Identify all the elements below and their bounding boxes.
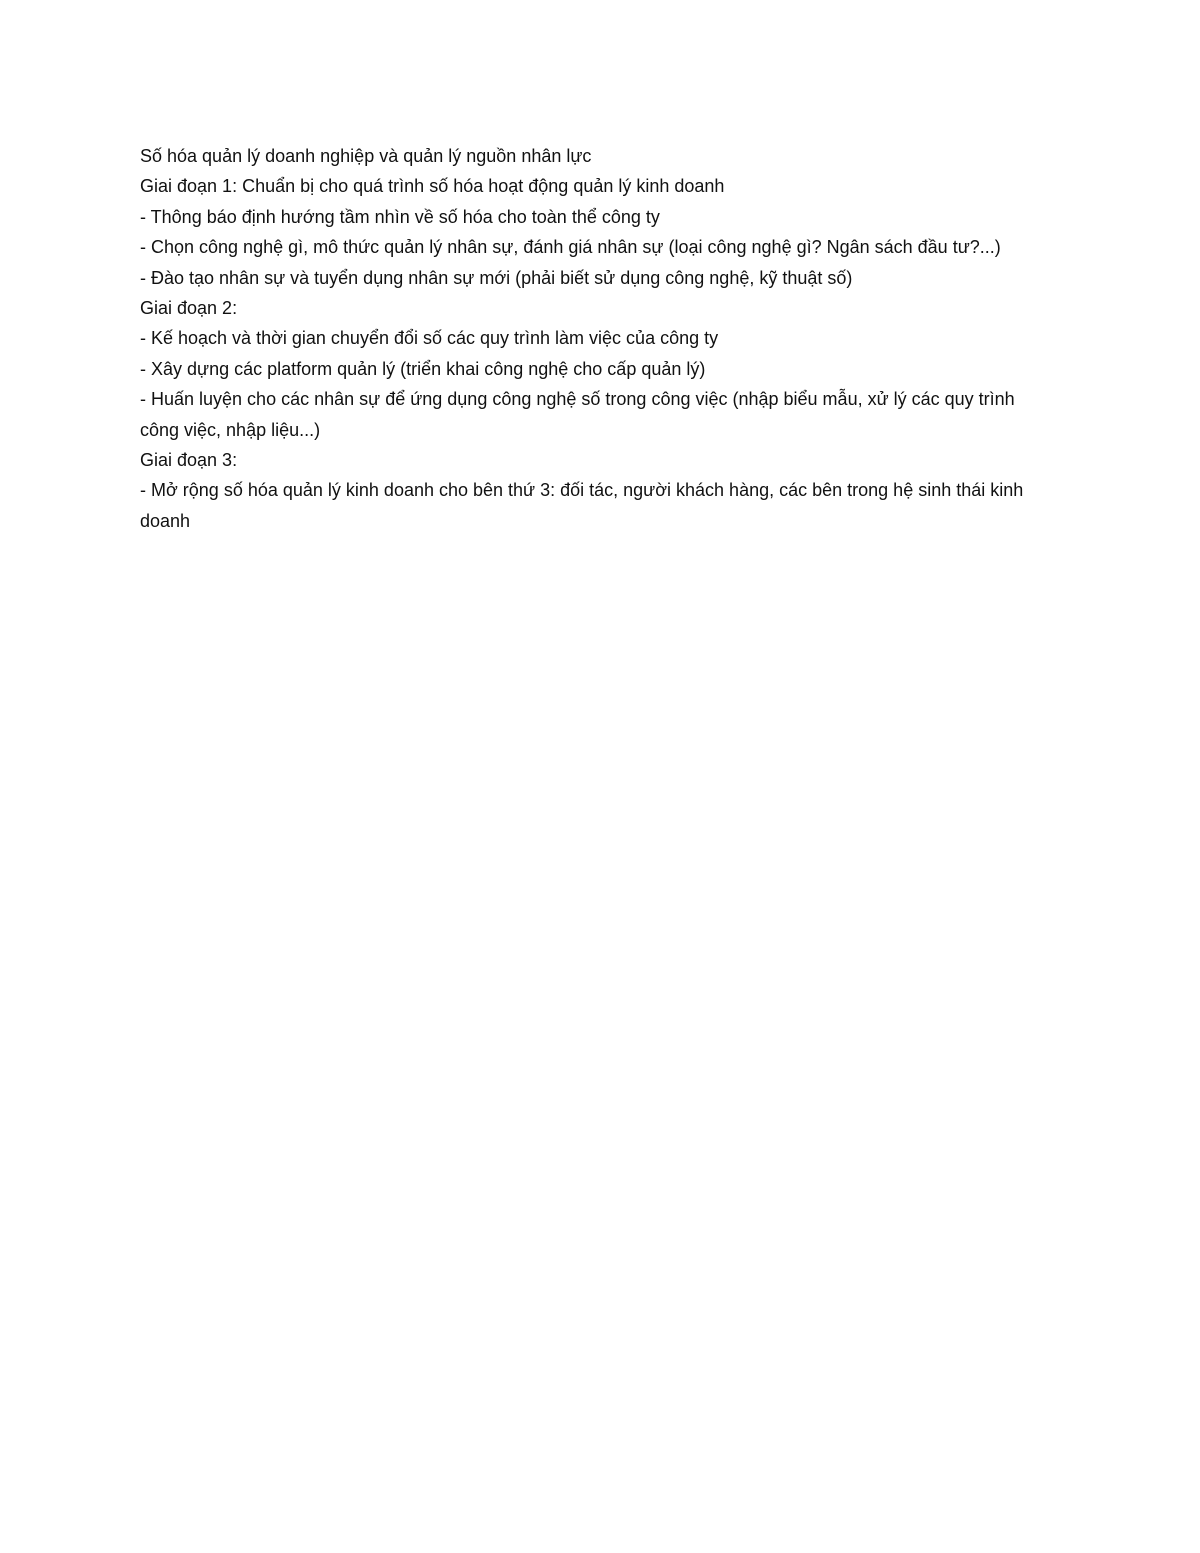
phase-2-item: - Xây dựng các platform quản lý (triển khai công nghệ cho cấp quản lý): [140, 358, 706, 379]
phase-1-item: - Đào tạo nhân sự và tuyển dụng nhân sự mới (phải biết sử dụng công nghệ, kỹ thuật số): [140, 267, 853, 288]
phase-3-item: - Mở rộng số hóa quản lý kinh doanh cho bên thứ 3: đối tác, người khách hàng, các bên trong hệ sinh thái kinh doanh: [140, 480, 1024, 531]
document-body: [140, 141, 1050, 536]
document-title: Số hóa quản lý doanh nghiệp và quản lý nguồn nhân lực: [140, 146, 592, 166]
phase-1-heading: Giai đoạn 1: Chuẩn bị cho quá trình số hóa hoạt động quản lý kinh doanh: [140, 176, 725, 197]
phase-1-item: - Thông báo định hướng tầm nhìn về số hóa cho toàn thể công ty: [140, 206, 660, 227]
phase-2-heading: Giai đoạn 2:: [140, 298, 238, 319]
phase-1-item: - Chọn công nghệ gì, mô thức quản lý nhân sự, đánh giá nhân sự (loại công nghệ gì? Ngân sách đầu tư?...): [140, 237, 1001, 258]
phase-2-item: - Huấn luyện cho các nhân sự để ứng dụng công nghệ số trong công việc (nhập biểu mẫu, xử lý các quy trình công việc, nhập liệu...): [140, 389, 1015, 440]
phase-3-heading: Giai đoạn 3:: [140, 450, 238, 471]
phase-2-item: - Kế hoạch và thời gian chuyển đổi số các quy trình làm việc của công ty: [140, 328, 719, 349]
